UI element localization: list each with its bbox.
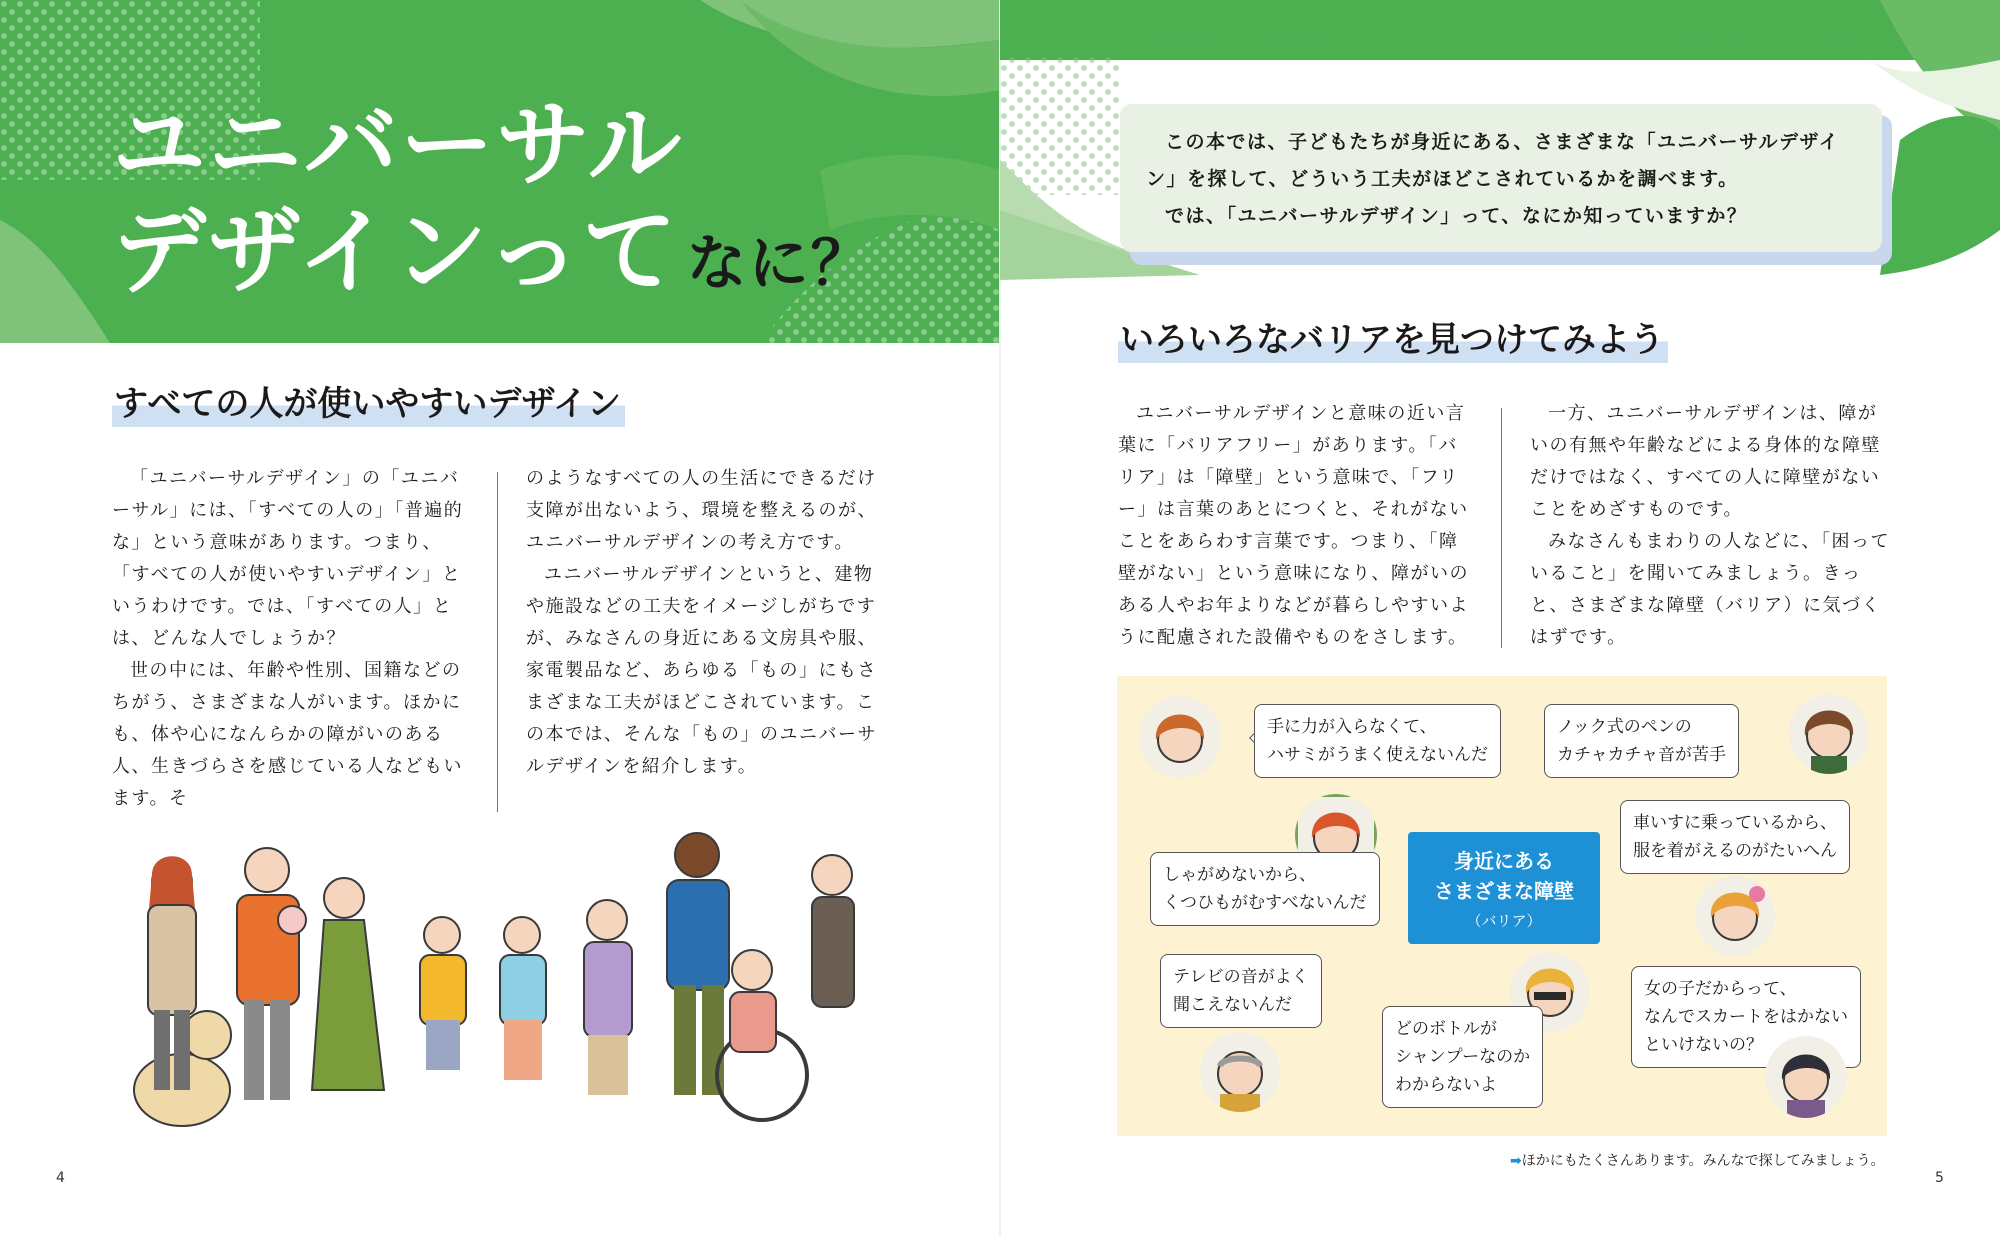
hero-banner [0,0,1000,343]
bubble-scissors [1254,704,1501,778]
bubble-skirt-line-1: 女の子だからって、 [1644,979,1797,999]
arrow-right-icon: ➡ [1510,1153,1522,1169]
bubble-tv [1160,954,1322,1028]
footnote [1510,1150,1885,1170]
left-column-2 [526,463,886,783]
column-divider-right [1501,408,1502,648]
bubble-shoes [1150,852,1380,926]
barrier-panel [1117,676,1887,1136]
bubble-tv-line-1: テレビの音がよく [1173,967,1309,987]
barrier-center-label [1408,832,1600,944]
bubble-pen-line-1: ノック式のペンの [1557,717,1692,737]
bubble-wheelchair-line-2: 服を着がえるのがたいへん [1633,841,1837,861]
title-suffix: なに？ [686,229,873,300]
right-page [1000,0,2000,1235]
section-heading-right: いろいろなバリアを見つけてみよう [1118,312,1668,363]
bubble-skirt-line-3: といけないの？ [1644,1035,1763,1055]
bubble-scissors-line-2: ハサミがうまく使えないんだ [1267,745,1488,765]
title-line-1: ユニバーサル [112,91,684,200]
page-title [112,92,873,306]
bubble-skirt-line-2: なんでスカートをはかない [1644,1007,1848,1027]
right-column-1 [1118,398,1476,654]
intro-box [1120,104,1882,252]
avatar-pen [1789,694,1869,774]
right-col2-para-2: みなさんもまわりの人などに、「困っていること」を聞いてみましょう。きっと、さまざまな障壁（バリア）に気づくはずです。 [1530,531,1890,648]
bubble-wheelchair-line-1: 車いすに乗っているから、 [1633,813,1837,833]
bubble-bottle-line-2: シャンプーなのか [1395,1047,1531,1067]
avatar-wheelchair [1695,876,1775,956]
section-heading-left: すべての人が使いやすいデザイン [112,376,625,427]
center-label-line-1: 身近にある [1454,849,1554,873]
bubble-shoes-line-2: くつひもがむすべないんだ [1163,893,1367,913]
title-line-2-text: デザインって [112,198,679,308]
title-line-2 [112,199,873,306]
center-label-line-2: さまざまな障壁 [1434,879,1574,903]
people-illustration [112,820,892,1140]
bubble-pen-line-2: カチャカチャ音が苦手 [1557,745,1726,765]
left-col2-para-1: のようなすべての人の生活にできるだけ支障が出ないよう、環境を整えるのが、ユニバーサルデザインの考え方です。 [526,468,877,553]
center-label-line-3: （バリア） [1466,912,1542,930]
avatar-scissors [1139,696,1221,778]
left-column-1 [112,463,472,815]
bubble-bottle-line-3: わからないよ [1395,1075,1497,1095]
intro-text-2: では、「ユニバーサルデザイン」って、なにか知っていますか？ [1165,205,1748,227]
left-col1-para-2: 世の中には、年齢や性別、国籍などのちがう、さまざまな人がいます。ほかにも、体や心になんらかの障がいのある人、生きづらさを感じている人などもいます。そ [112,660,463,809]
page-number-right: 5 [1935,1170,1944,1186]
avatar-tv [1200,1032,1280,1112]
bubble-pen [1544,704,1739,778]
left-col1-para-1: 「ユニバーサルデザイン」の「ユニバーサル」には、「すべての人の」「普遍的な」という意味があります。つまり、「すべての人が使いやすいデザイン」というわけです。では、「すべての人」とは、どんな人でしょうか？ [112,468,464,649]
bubble-wheelchair [1620,800,1850,874]
avatar-skirt [1765,1036,1847,1118]
column-divider-left [497,472,498,812]
bubble-bottle-line-1: どのボトルが [1395,1019,1497,1039]
intro-text-1: この本では、子どもたちが身近にある、さまざまな「ユニバーサルデザイン」を探して、どういう工夫がほどこされているかを調べます。 [1146,131,1840,190]
bubble-shoes-line-1: しゃがめないから、 [1163,865,1316,885]
right-col1-para-1: ユニバーサルデザインと意味の近い言葉に「バリアフリー」があります。「バリア」は「障壁」という意味で、「フリー」は言葉のあとにつくと、それがないことをあらわす言葉です。つまり、「障壁がない」という意味になり、障がいのある人やお年よりなどが暮らしやすいように配慮された設備やものをさします。 [1118,403,1469,648]
bubble-tv-line-2: 聞こえないんだ [1173,995,1292,1015]
bubble-scissors-line-1: 手に力が入らなくて、 [1267,717,1437,737]
footnote-text: ほかにもたくさんあります。みんなで探してみましょう。 [1521,1153,1885,1169]
bubble-bottle [1382,1006,1543,1108]
right-column-2 [1530,398,1890,654]
page-number-left: 4 [56,1170,65,1186]
left-col2-para-2: ユニバーサルデザインというと、建物や施設などの工夫をイメージしがちですが、みなさんの身近にある文房具や服、家電製品など、あらゆる「もの」にもさまざまな工夫がほどこされています。この本では、そんな「もの」のユニバーサルデザインを紹介します。 [526,564,877,777]
right-col2-para-1: 一方、ユニバーサルデザインは、障がいの有無や年齢などによる身体的な障壁だけではなく、すべての人に障壁がないことをめざすものです。 [1530,403,1881,520]
